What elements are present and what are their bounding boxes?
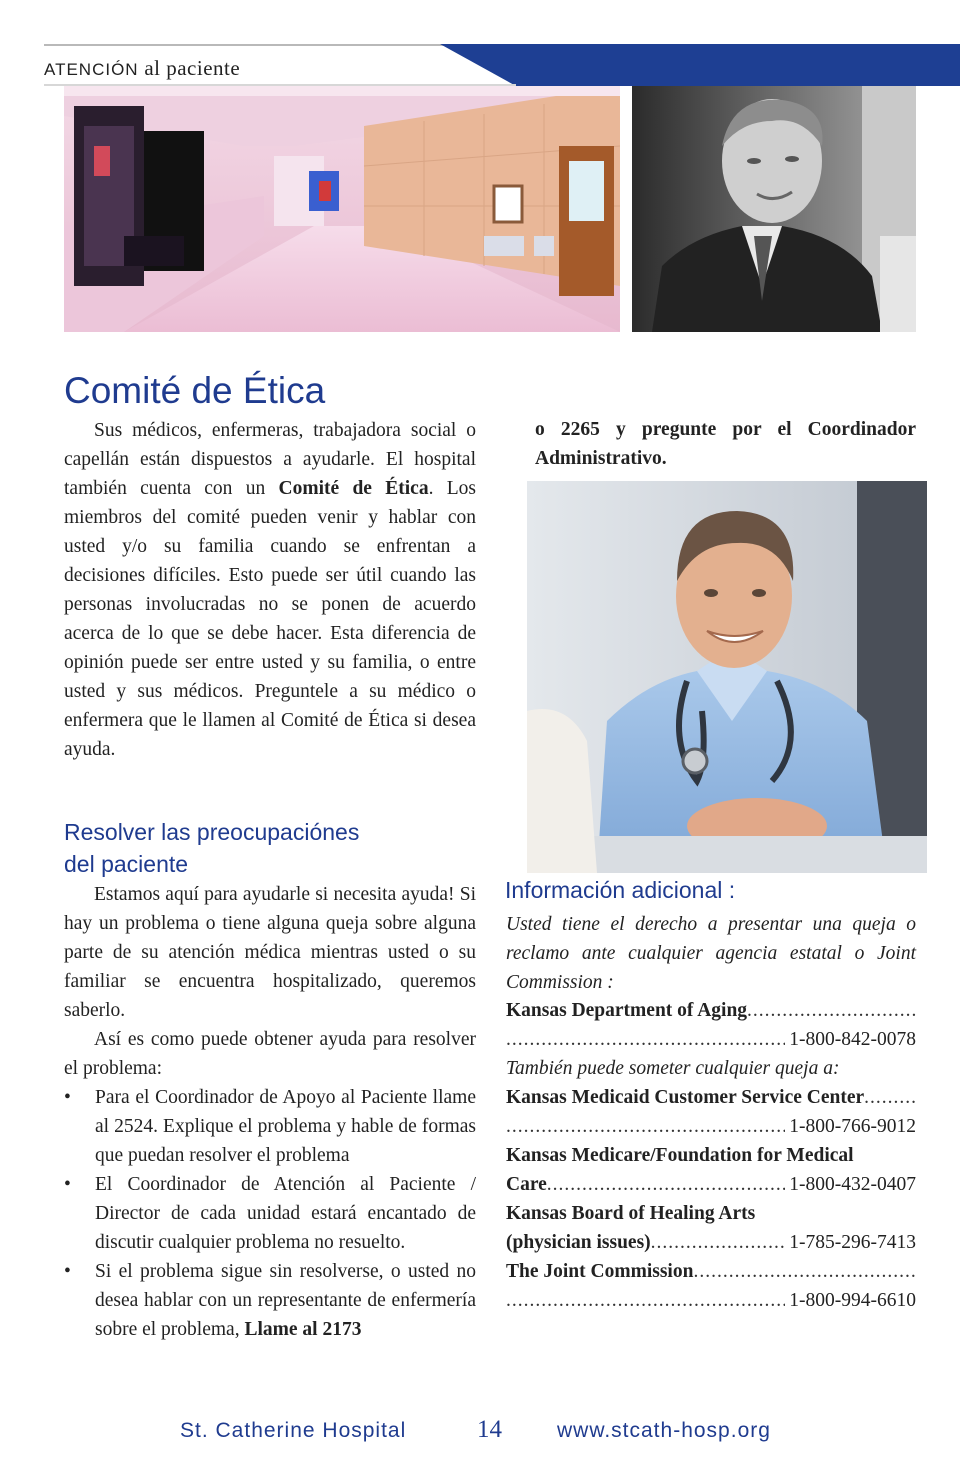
contact-name: Kansas Department of Aging [506,1000,748,1021]
contact-phone: 1-800-994-6610 [789,1290,916,1311]
bullet-dot: • [64,1261,71,1282]
contact-phone: 1-800-842-0078 [789,1029,916,1050]
preocupaciones-paragraph-1: Estamos aquí para ayudarle si necesita ayuda! Si hay un problema o tiene alguna queja sobre alguna parte de su atención médica mientras usted o su familiar se encuentra hospitalizado, queremos saberlo. [64,884,476,1021]
hallway-photo [64,86,620,332]
preocupaciones-title-line1: Resolver las preocupaciónes [64,819,360,845]
preocupaciones-paragraph-2: Así es como puede obtener ayuda para resolver el problema: [64,1029,476,1079]
contact-aging-phone-line [506,1025,916,1054]
bullet-dot: • [64,1174,71,1195]
continuation-text: o 2265 y pregunte por el Coordinador Administrativo. [535,419,916,469]
info-intro: Usted tiene el derecho a presentar una queja o reclamo ante cualquier agencia estatal o Joint Commission : [506,914,916,993]
contact-name-cont: Care [506,1174,547,1195]
leader-dots [506,1025,785,1054]
contact-medicaid [506,1083,916,1112]
contact-joint-commission-phone-line [506,1286,916,1315]
contact-phone: 1-785-296-7413 [789,1232,916,1253]
help-steps-list [64,1083,476,1344]
footer-website: www.stcath-hosp.org [557,1419,771,1442]
contact-healing-arts [506,1199,916,1228]
contact-phone: 1-800-766-9012 [789,1116,916,1137]
list-item [64,1170,476,1257]
etica-text-a: Sus médicos, enfermeras, trabajadora social o capellán están dispuestos a ayudarle. El hospital también cuenta con un [64,420,476,499]
list-item-text: El Coordinador de Atención al Paciente / Director de cada unidad estará encantado de discutir cualquier problema no resuelto. [95,1174,476,1253]
etica-title: Comité de Ética [64,370,326,411]
contact-phone: 1-800-432-0407 [789,1174,916,1195]
contact-aging [506,996,916,1025]
etica-committee-bold: Comité de Ética [278,478,429,499]
contact-name: Kansas Board of Healing Arts [506,1203,756,1224]
etica-paragraph [64,416,476,764]
leader-dots [864,1083,916,1112]
preocupaciones-title [64,816,464,880]
contact-name-cont: (physician issues) [506,1232,651,1253]
footer-hospital-name: St. Catherine Hospital [180,1419,407,1442]
contact-name: Kansas Medicaid Customer Service Center [506,1087,865,1108]
also-submit-note [506,1054,916,1083]
contact-name: The Joint Commission [506,1261,694,1282]
leader-dots [506,1112,785,1141]
leader-dots [547,1170,785,1199]
bullet-dot: • [64,1087,71,1108]
contact-healing-arts-phone-line [506,1228,916,1257]
etica-text-c: . Los miembros del comité pueden venir y hablar con usted y/o su familia cuando se enfrentan a decisiones difíciles. Esto puede ser útil cuando las personas involucradas no se ponen de acuerdo acerca de lo que se debe hacer. Esta diferencia de opinión puede ser entre usted y su familia, o entre usted y sus médicos. Preguntele a su médico o enfermera que le llamen al Comité de Ética si desea ayuda. [64,478,477,760]
also-submit-text: También puede someter cualquier queja a: [506,1058,840,1079]
list-item-text: Si el problema sigue sin resolverse, o usted no desea hablar con un representante de enfermería sobre el problema, [95,1261,476,1340]
contact-medicare [506,1141,916,1170]
section-header-caps: ATENCIÓN [44,60,139,79]
page-number: 14 [477,1416,502,1443]
list-item [64,1083,476,1170]
section-header-rest: al paciente [138,56,241,80]
preocupaciones-title-line2: del paciente [64,851,189,877]
leader-dots [651,1228,786,1257]
contact-medicaid-phone-line [506,1112,916,1141]
leader-dots [506,1286,785,1315]
section-header [44,56,240,81]
call-extension-bold: Llame al 2173 [244,1319,362,1340]
contact-name: Kansas Medicare/Foundation for Medical [506,1145,854,1166]
info-title: Información adicional : [505,877,736,903]
contact-joint-commission [506,1257,916,1286]
portrait-photo [632,86,916,332]
list-item-text: Para el Coordinador de Apoyo al Paciente llame al 2524. Explique el problema y hable de formas que puedan resolver el problema [95,1087,476,1166]
list-item [64,1257,476,1344]
leader-dots [747,996,916,1025]
leader-dots [693,1257,916,1286]
contact-medicare-phone-line [506,1170,916,1199]
doctor-photo [527,481,927,873]
